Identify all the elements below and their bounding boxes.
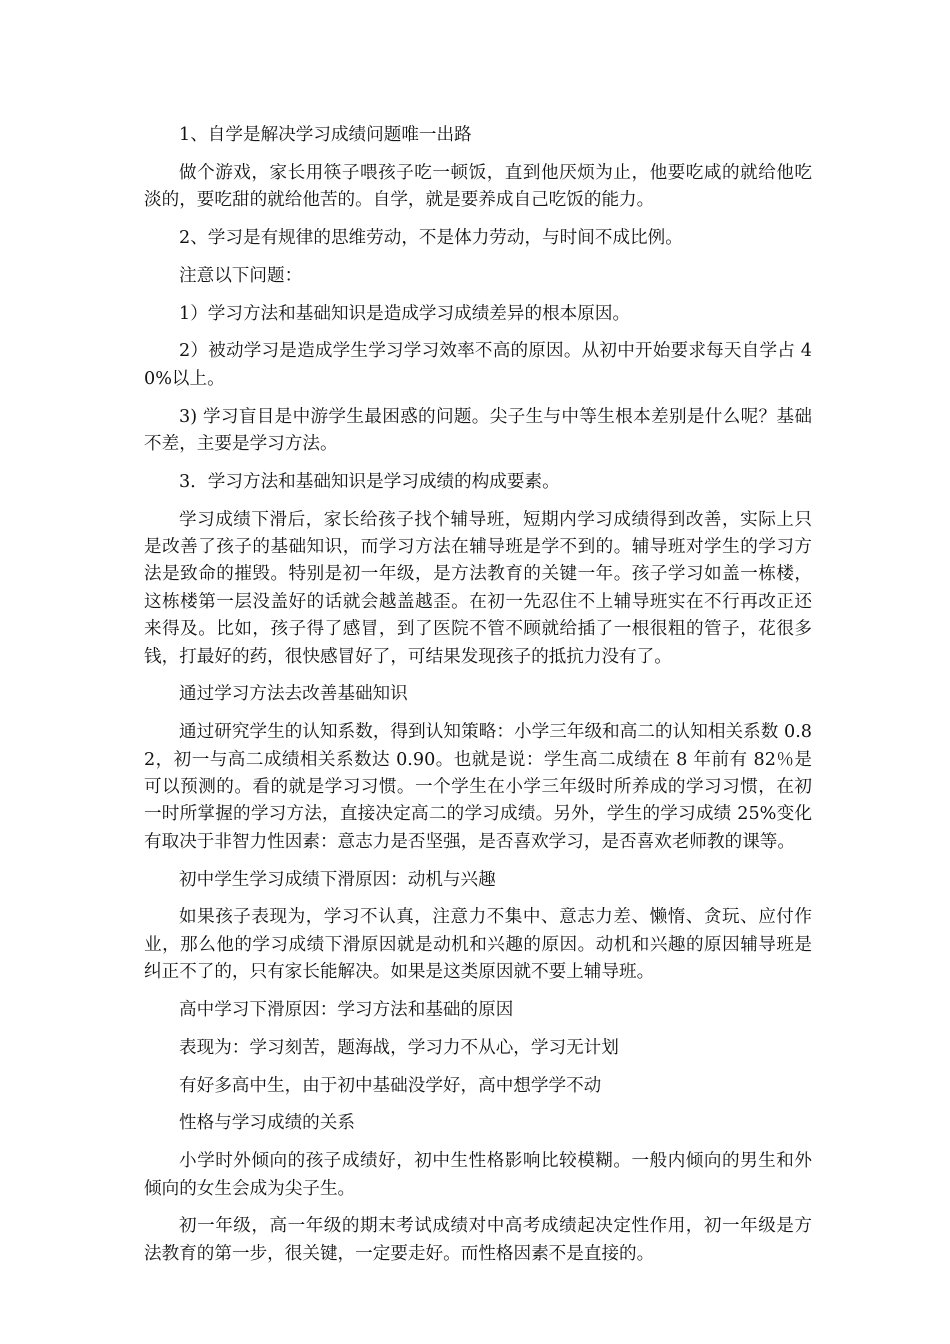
paragraph-body: 学习成绩下滑后，家长给孩子找个辅导班，短期内学习成绩得到改善，实际上只是改善了孩子的基础知识，而学习方法在辅导班是学不到的。辅导班对学生的学习方法是致命的摧毁。特别是初一年级，是方法教育的关键一年。孩子学习如盖一栋楼，这栋楼第一层没盖好的话就会越盖越歪。在初一先忍住不上辅导班实在不行再改正还来得及。比如，孩子得了感冒，到了医院不管不顾就给插了一根很粗的管子，花很多钱，打最好的药，很快感冒好了，可结果发现孩子的抵抗力没有了。: [144, 509, 812, 667]
paragraph-body: 初一年级，高一年级的期末考试成绩对中高考成绩起决定性作用，初一年级是方法教育的第一步，很关键，一定要走好。而性格因素不是直接的。: [144, 1216, 812, 1264]
paragraph-list-item-2: 2）被动学习是造成学生学习学习效率不高的原因。从初中开始要求每天自学占 40%以上。: [144, 341, 812, 389]
paragraph-body: 通过研究学生的认知系数，得到认知策略：小学三年级和高二的认知相关系数 0.82，初一与高二成绩相关系数达 0.90。也就是说：学生高二成绩在 8 年前有 82％是可以预测的。看的就是学习习惯。一个学生在小学三年级时所养成的学习习惯，在初一时所掌握的学习方法，直接决定高二的学习成绩。另外，学生的学习成绩 25%变化有取决于非智力性因素：意志力是否坚强，是否喜欢学习，是否喜欢老师教的课等。: [144, 722, 812, 852]
paragraph-body: 如果孩子表现为，学习不认真，注意力不集中、意志力差、懒惰、贪玩、应付作业，那么他的学习成绩下滑原因就是动机和兴趣的原因。动机和兴趣的原因辅导班是纠正不了的，只有家长能解决。如果是这类原因就不要上辅导班。: [144, 907, 812, 983]
paragraph-heading-2: 2、学习是有规律的思维劳动，不是体力劳动，与时间不成比例。: [179, 228, 683, 248]
paragraph-list-item-1: 1）学习方法和基础知识是造成学习成绩差异的根本原因。: [179, 303, 631, 324]
paragraph-subheading: 通过学习方法去改善基础知识: [179, 684, 408, 705]
paragraph-body: 有好多高中生，由于初中基础没学好，高中想学学不动: [179, 1075, 602, 1096]
paragraph-body: 表现为：学习刻苦，题海战，学习力不从心，学习无计划: [179, 1037, 619, 1058]
paragraph-subheading: 性格与学习成绩的关系: [179, 1113, 355, 1134]
paragraph-heading-1: 1、自学是解决学习成绩问题唯一出路: [179, 125, 472, 145]
paragraph-list-item-3: 3) 学习盲目是中游学生最困惑的问题。尖子生与中等生根本差别是什么呢？基础不差，主要是学习方法。: [144, 406, 812, 454]
paragraph-body: 小学时外倾向的孩子成绩好，初中生性格影响比较模糊。一般内倾向的男生和外倾向的女生会成为尖子生。: [144, 1151, 812, 1199]
paragraph-subheading: 初中学生学习成绩下滑原因：动机与兴趣: [179, 869, 496, 890]
paragraph-heading-3: 3．学习方法和基础知识是学习成绩的构成要素。: [179, 471, 560, 492]
document-page: [144, 122, 812, 1279]
paragraph-subheading: 高中学习下滑原因：学习方法和基础的原因: [179, 1000, 514, 1021]
paragraph-note-title: 注意以下问题：: [179, 265, 303, 286]
paragraph-body: 做个游戏，家长用筷子喂孩子吃一顿饭，直到他厌烦为止，他要吃咸的就给他吃淡的，要吃甜的就给他苦的。自学，就是要养成自己吃饭的能力。: [144, 162, 812, 211]
